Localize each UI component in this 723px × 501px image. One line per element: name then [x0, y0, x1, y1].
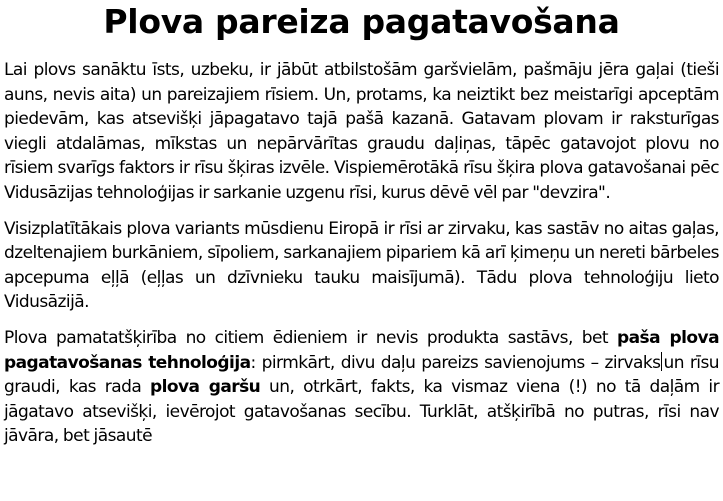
paragraph-2: Visizplatītākais plova variants mūsdienu Eiropā ir rīsi ar zirvaku, kas sastāv no aitas gaļas, dzeltenajiem burkāniem, sīpoliem, sarkanajiem pipariem kā arī ķimeņu un nereti bārbeles apcepuma eļļā (eļļas un dzīvnieku tauku maisījumā). Tādu plova tehnoloģiju lieto Vidusāzijā. [4, 218, 719, 313]
document-title: Plova pareiza pagatavošana [103, 2, 620, 41]
document-body[interactable] [4, 58, 719, 460]
bold-text-run: plova garšu [149, 377, 261, 398]
paragraph-3 [4, 326, 719, 449]
text-run: un, otrkārt, fakts, ka vismaz viena (!) no tā daļām ir jāgatavo atsevišķi, ievērojot gatavošanas secību. Turklāt, atšķirībā no putras, rīsi nav jāvāra, bet jāsautē [4, 377, 720, 447]
paragraph-1: Lai plovs sanāktu īsts, uzbeku, ir jābūt atbilstošām garšvielām, pašmāju jēra gaļai (tieši auns, nevis aita) un pareizajiem rīsiem. Un, protams, ka neiztikt bez meistarīgi apceptām piedevām, kas atsevišķi jāpagatavo tajā pašā kazanā. Gatavam plovam ir raksturīgas viegli atdalāmas, mīkstas un nepārvārītas graudu daļiņas, tāpēc gatavojot plovu no rīsiem svarīgs faktors ir rīsu šķiras izvēle. Vispiemērotākā rīsu šķira plova gatavošanai pēc Vidusāzijas tehnoloģijas ir sarkanie uzgenu rīsi, kurus dēvē vēl par "devzira". [4, 60, 719, 203]
bold-text-run: paša plova pagatavošanas tehnoloģija [4, 327, 719, 373]
text-run: un rīsu graudi, kas rada [4, 352, 720, 398]
text-run: Plova pamatatšķirība no citiem ēdieniem ir nevis produkta sastāvs, bet [4, 327, 618, 348]
text-run: : pirmkārt, divu daļu pareizs savienojums – zirvaks [250, 352, 661, 373]
